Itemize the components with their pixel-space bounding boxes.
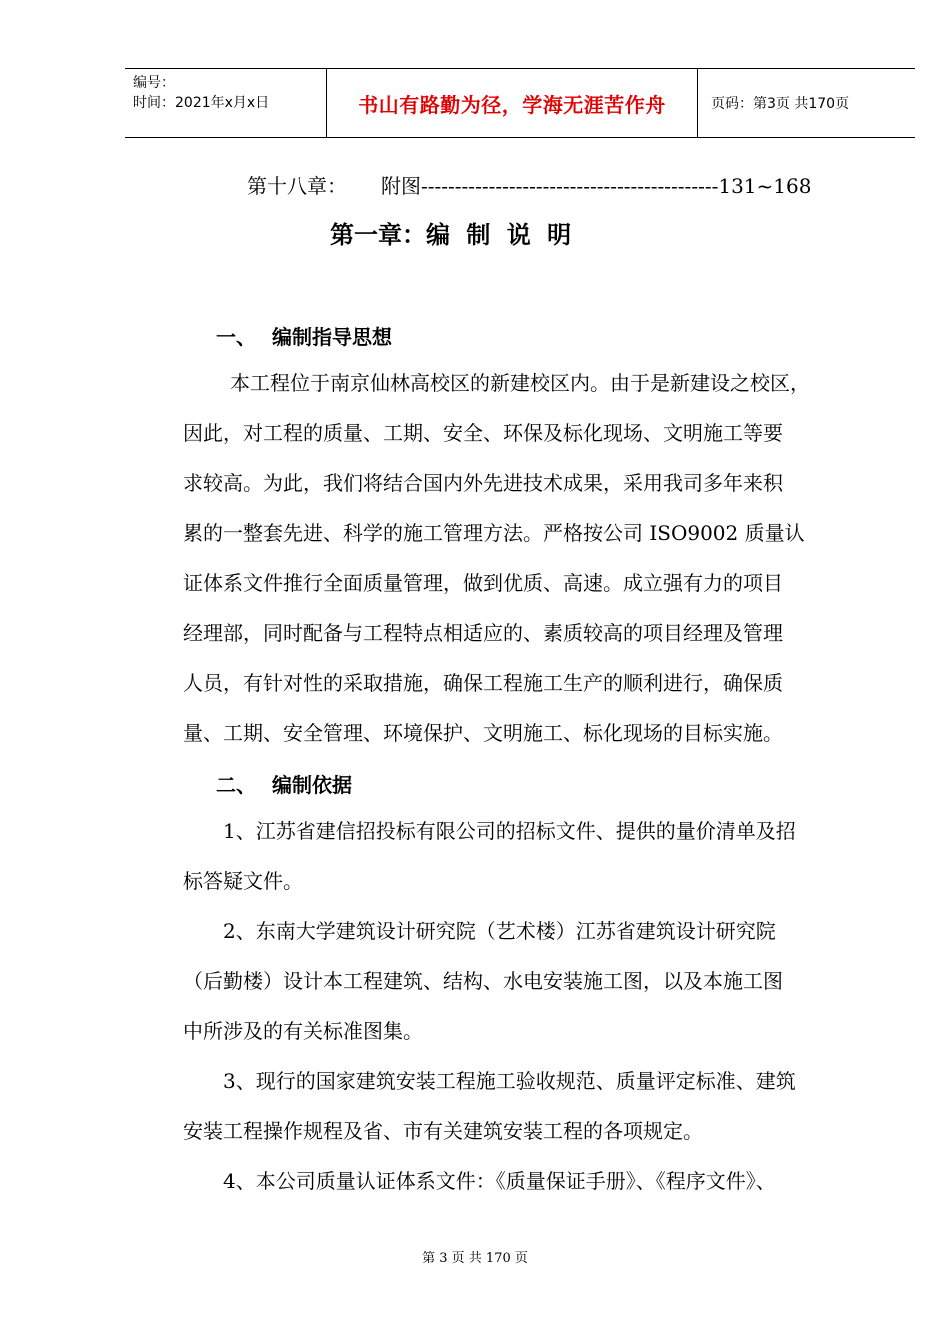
paragraph [183, 358, 875, 758]
text-line: 求较高。为此，我们将结合国内外先进技术成果，采用我司多年来积 [183, 471, 783, 495]
toc-title: 附图 [381, 174, 421, 198]
text-line: 1、江苏省建信招投标有限公司的招标文件、提供的量价清单及招 [223, 819, 796, 843]
page-header [125, 68, 915, 138]
section-number: 二、 [216, 773, 256, 797]
text-line: 人员，有针对性的采取措施，确保工程施工生产的顺利进行，确保质 [183, 671, 783, 695]
section-heading [216, 321, 392, 350]
text-line: 标答疑文件。 [183, 869, 303, 893]
section-title: 编制指导思想 [272, 325, 392, 349]
list-item [183, 806, 875, 906]
section-title: 编制依据 [272, 773, 352, 797]
toc-pages: --------------------------------------------131~168 [421, 174, 812, 198]
header-motto: 书山有路勤为径，学海无涯苦作舟 [358, 92, 666, 117]
chapter-title: 第一章：编 制 说 明 [330, 221, 572, 249]
text-line: 安装工程操作规程及省、市有关建筑安装工程的各项规定。 [183, 1119, 703, 1143]
text-line: 3、现行的国家建筑安装工程施工验收规范、质量评定标准、建筑 [223, 1069, 796, 1093]
time-label: 时间：2021年x月x日 [133, 95, 270, 111]
list-item [183, 1156, 875, 1206]
toc-entry [247, 170, 811, 199]
section-heading [216, 769, 352, 798]
text-line: （后勤楼）设计本工程建筑、结构、水电安装施工图，以及本施工图 [183, 969, 783, 993]
text-line: 本工程位于南京仙林高校区的新建校区内。由于是新建设之校区， [230, 371, 810, 395]
header-divider [697, 69, 698, 137]
list-item [183, 1056, 875, 1156]
text-line: 中所涉及的有关标准图集。 [183, 1019, 423, 1043]
text-line: 累的一整套先进、科学的施工管理方法。严格按公司 ISO9002 质量认 [183, 521, 805, 545]
list-item [183, 906, 875, 1056]
text-line: 证体系文件推行全面质量管理，做到优质、高速。成立强有力的项目 [183, 571, 783, 595]
text-line: 经理部，同时配备与工程特点相适应的、素质较高的项目经理及管理 [183, 621, 783, 645]
text-line: 量、工期、安全管理、环境保护、文明施工、标化现场的目标实施。 [183, 721, 783, 745]
header-page-info: 页码：第3页 共170页 [711, 96, 850, 112]
page-footer: 第 3 页 共 170 页 [422, 1251, 528, 1266]
section-number: 一、 [216, 325, 256, 349]
text-line: 4、本公司质量认证体系文件：《质量保证手册》、《程序文件》、 [223, 1169, 776, 1193]
number-label: 编号： [133, 75, 175, 91]
text-line: 因此，对工程的质量、工期、安全、环保及标化现场、文明施工等要 [183, 421, 783, 445]
text-line: 2、东南大学建筑设计研究院（艺术楼）江苏省建筑设计研究院 [223, 919, 776, 943]
header-meta [133, 73, 269, 113]
toc-chapter: 第十八章： [247, 174, 347, 198]
